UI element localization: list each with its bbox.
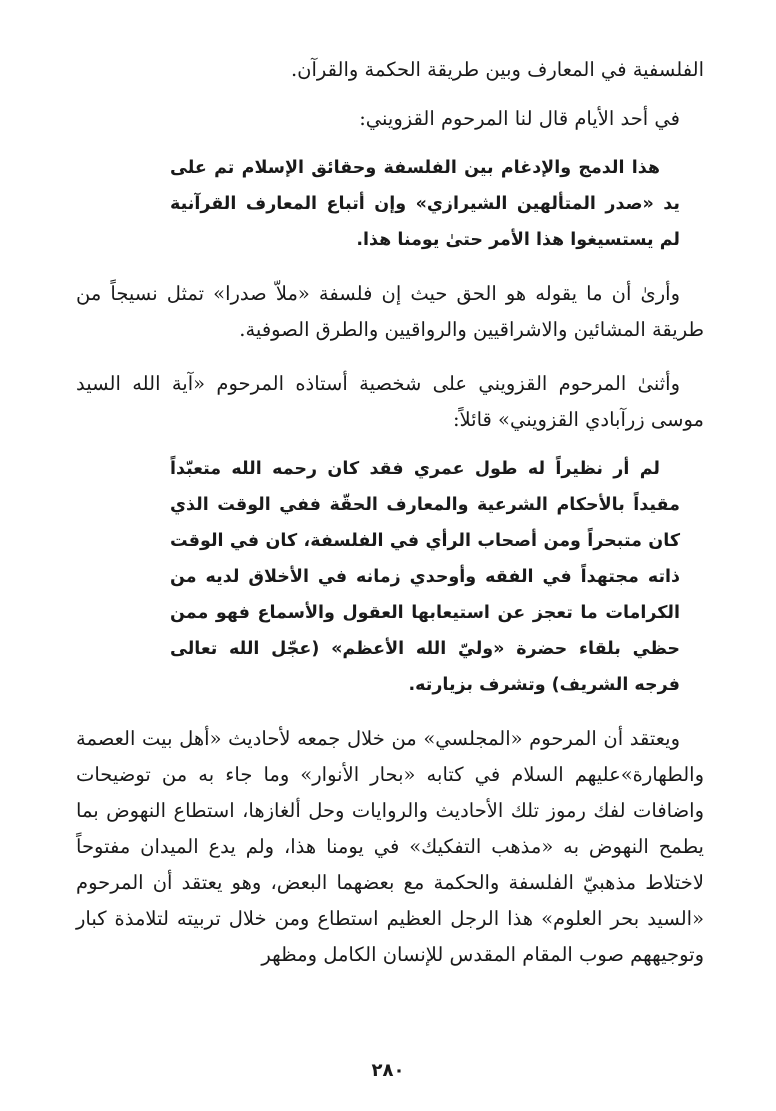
paragraph-2: في أحد الأيام قال لنا المرحوم القزويني: xyxy=(359,107,680,130)
paragraph-5: ويعتقد أن المرحوم «المجلسي» من خلال جمعه لأحاديث «أهل بيت العصمة والطهارة»عليهم السلام في كتابه «بحار الأنوار» وما جاء به من توضيحات واضافات لفك رموز تلك الأحاديث والروايات وحل ألغازها، استطاع النهوض بما يطمح النهوض به «مذهب التفكيك» في يومنا هذا، ولم يدع الميدان مفتوحاً لاختلاط مذهبيّ الفلسفة والحكمة مع بعضهما البعض، وهو يعتقد أن المرحوم «السيد بحر العلوم» هذا الرجل العظيم استطاع ومن خلال تربيته لتلامذة كبار وتوجيههم صوب المقام المقدس للإنسان الكامل ومظهر xyxy=(76,727,704,966)
paragraph-3: وأرىٰ أن ما يقوله هو الحق حيث إن فلسفة «ملاّ صدرا» تمثل نسيجاً من طريقة المشائين والاشراقيين والرواقيين والطرق الصوفية. xyxy=(76,282,704,341)
page-body xyxy=(76,52,704,973)
paragraph-4: وأثنىٰ المرحوم القزويني على شخصية أستاذه المرحوم «آية الله السيد موسى زرآبادي القزويني» قائلاً: xyxy=(76,372,704,431)
quote-1: هذا الدمج والإدغام بين الفلسفة وحقائق الإسلام تم على يد «صدر المتألهين الشيرازي» وإن أتباع المعارف القرآنية لم يستسيغوا هذا الأمر حتىٰ يومنا هذا. xyxy=(170,158,680,250)
page-number: ٢٨٠ xyxy=(371,1060,405,1081)
quote-2: لم أر نظيراً له طول عمري فقد كان رحمه الله متعبّداً مقيداً بالأحكام الشرعية والمعارف الحقّة ففي الوقت الذي كان متبحراً ومن أصحاب الرأي في الفلسفة، كان في الوقت ذاته مجتهداً في الفقه وأوحدي زمانه في الأخلاق لديه من الكرامات ما تعجز عن استيعابها العقول والأسماع فهو ممن حظي بلقاء حضرة «وليّ الله الأعظم» (عجّل الله تعالى فرجه الشريف) وتشرف بزيارته. xyxy=(170,459,680,695)
paragraph-1: الفلسفية في المعارف وبين طريقة الحكمة والقرآن. xyxy=(290,58,704,81)
